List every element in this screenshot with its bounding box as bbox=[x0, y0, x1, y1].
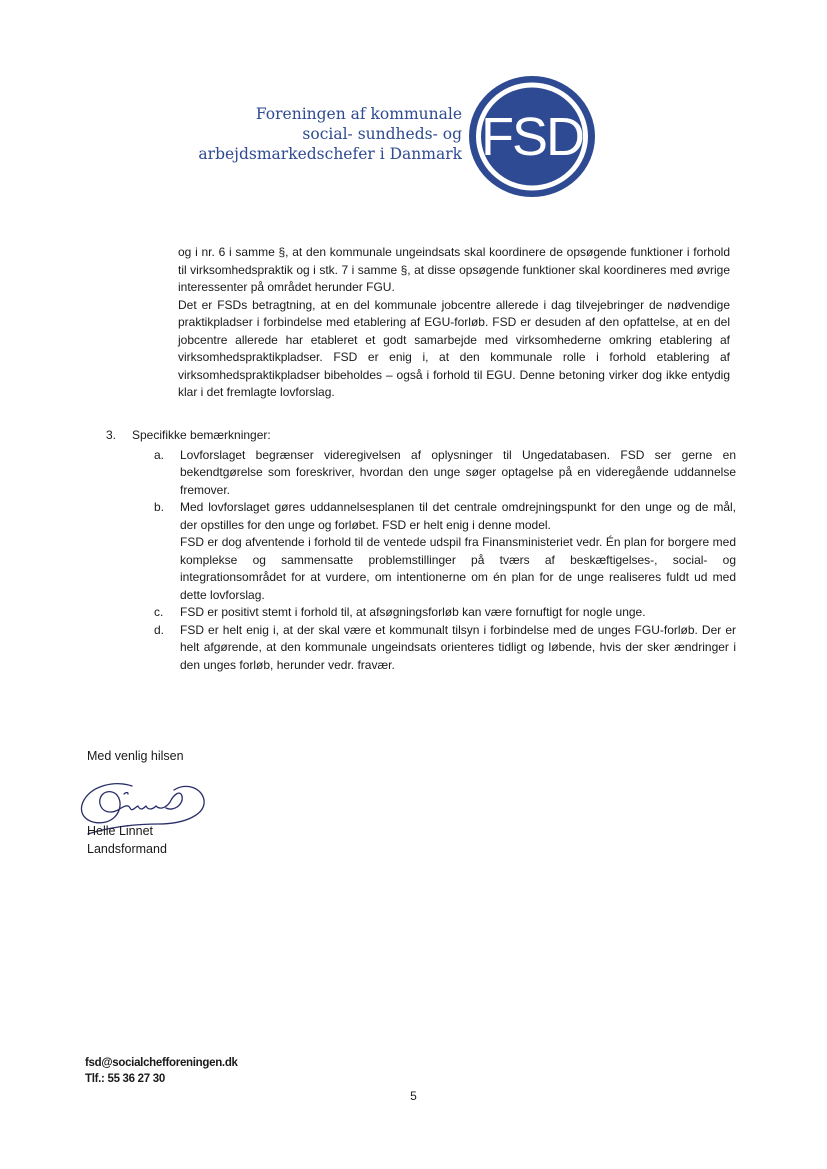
section-number: 3. bbox=[106, 428, 117, 442]
list-item bbox=[106, 447, 736, 500]
letterhead bbox=[0, 0, 827, 210]
item-text: Lovforslaget begrænser videregivelsen af oplysninger til Ungedatabasen. FSD ser gerne en bekendtgørelse som foreskriver, hvordan den unge søger optagelse på en videregående uddannelse fremover. bbox=[180, 447, 736, 497]
page-number: 5 bbox=[410, 1089, 417, 1103]
contact-footer bbox=[85, 1055, 238, 1087]
organization-name bbox=[180, 104, 462, 164]
remarks-list bbox=[106, 447, 736, 675]
item-letter: d. bbox=[154, 622, 165, 637]
item-text: FSD er helt enig i, at der skal være et kommunalt tilsyn i forbindelse med de unges FGU-forløb. Der er helt afgørende, at den kommunale ungeindsats orienteres tidligt og løbende, hvis der sker ændringer i den unges forløb, herunder vedr. fravær. bbox=[180, 622, 736, 672]
item-letter: b. bbox=[154, 500, 165, 514]
item-text: FSD er positivt stemt i forhold til, at afsøgningsforløb kan være fornuftigt for nogle unge. bbox=[180, 605, 646, 619]
section-specific-remarks bbox=[106, 427, 736, 674]
item-letter: a. bbox=[154, 447, 165, 462]
section-heading bbox=[106, 427, 736, 445]
closing-greeting: Med venlig hilsen bbox=[87, 749, 184, 763]
list-item bbox=[106, 499, 736, 604]
signer-title: Landsformand bbox=[87, 842, 167, 856]
item-text: FSD er dog afventende i forhold til de ventede udspil fra Finansministeriet vedr. Én plan for borgere med komplekse og sammensatte problemstillinger på tværs af beskæftigelses-, social- og integrationsområdet for at vurdere, om intentionerne om én plan for de unge realiseres fuldt ud med dette lovforslag. bbox=[180, 535, 736, 602]
item-letter: c. bbox=[154, 605, 164, 619]
paragraph: og i nr. 6 i samme §, at den kommunale ungeindsats skal koordinere de opsøgende funktioner i forhold til virksomhedspraktik og i stk. 7 i samme §, at disse opsøgende funktioner skal koordineres med øvrige interessenter på området herunder FGU. bbox=[178, 245, 730, 294]
section-title: Specifikke bemærkninger: bbox=[132, 428, 271, 442]
logo-text: FSD bbox=[481, 107, 583, 167]
list-item bbox=[106, 622, 736, 675]
footer-phone: Tlf.: 55 36 27 30 bbox=[85, 1073, 165, 1085]
paragraph: Det er FSDs betragtning, at en del kommunale jobcentre allerede i dag tilvejebringer de nødvendige praktikpladser i forbindelse med etablering af EGU-forløb. FSD er desuden af den opfattelse, at en del jobcentre allerede har etableret et godt samarbejde med virksomhederne omkring etablering af virksomhedspraktikpladser. FSD er enig i, at den kommunale rolle i forhold etablering af virksomhedspraktikpladser bibeholdes – også i forhold til EGU. Denne betoning virker dog ikke entydig klar i det fremlagte lovforslag. bbox=[178, 297, 730, 399]
footer-email: fsd@socialchefforeningen.dk bbox=[85, 1057, 238, 1069]
organization-name-line: Foreningen af kommunale bbox=[255, 105, 462, 123]
list-item bbox=[106, 604, 736, 622]
organization-name-line: social- sundheds- og bbox=[302, 125, 462, 143]
continuation-text bbox=[178, 244, 730, 402]
fsd-logo bbox=[468, 75, 596, 198]
item-text: Med lovforslaget gøres uddannelsesplanen til det centrale omdrejningspunkt for den unge og de mål, der opstilles for den unge og forløbet. FSD er helt enig i denne model. bbox=[180, 500, 736, 532]
signer-block bbox=[87, 822, 167, 858]
signer-name: Helle Linnet bbox=[87, 824, 154, 838]
organization-name-line: arbejdsmarkedschefer i Danmark bbox=[198, 145, 462, 163]
